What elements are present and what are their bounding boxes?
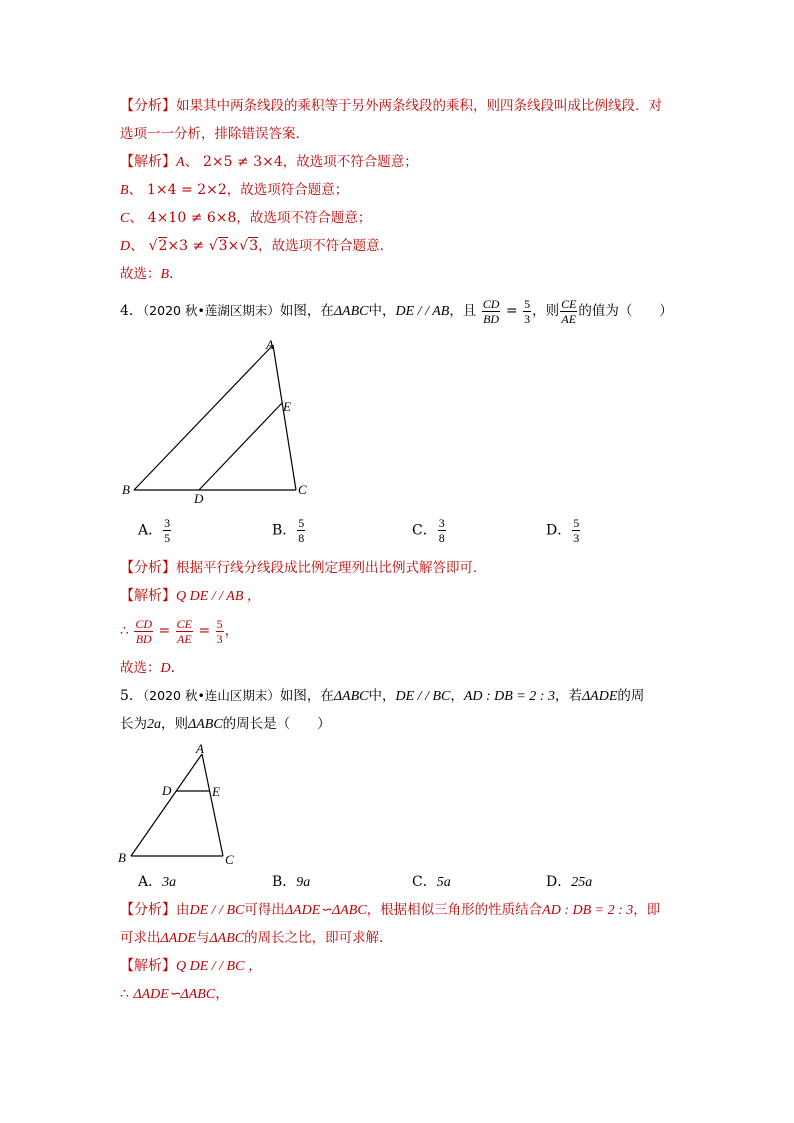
question-source: （2020 秋•莲湖区期末）: [142, 303, 280, 318]
question-4-figure: [118, 335, 318, 505]
label-c: C: [225, 852, 234, 867]
punct: ．: [170, 660, 185, 676]
question-4-analysis: [120, 558, 487, 578]
choice-value: 3a: [162, 875, 177, 890]
therefore-sign: ∴: [120, 623, 134, 639]
fraction: $\frac{CD}{BD}$: [135, 616, 153, 646]
option-math: 、 4×10 ≠ 6×8: [129, 210, 237, 226]
analysis-text: ，即: [633, 902, 661, 918]
analysis-text: 可得出: [244, 902, 285, 918]
sqrt-radicand: 3: [218, 238, 228, 254]
question-5-analysis-2: [120, 928, 393, 949]
question-number: 4．: [120, 303, 143, 319]
choice-letter: A．: [138, 874, 163, 890]
solution-math: Q DE / / AB ，: [176, 589, 261, 604]
solution-math: Q DE / / BC ，: [176, 959, 262, 974]
stem-text: 如图，在: [279, 688, 334, 704]
math: DE / / AB: [395, 304, 450, 319]
label-a: A: [196, 741, 204, 756]
analysis-text: 与: [195, 930, 210, 946]
stem-text: 的值为（ ）: [578, 303, 673, 319]
option-text: ，故选项不符合题意；: [236, 210, 372, 226]
analysis-tag: 【分析】: [120, 98, 176, 114]
choice-a[interactable]: [138, 516, 172, 545]
choice-letter: C．: [412, 874, 437, 890]
question-4-answer: [120, 658, 185, 679]
option-letter: A: [176, 155, 185, 170]
question-4-solution-1: [120, 586, 261, 607]
answer-value: B: [160, 267, 170, 282]
option-letter: B: [120, 183, 129, 198]
math: ΔADE: [581, 689, 618, 704]
fraction: $\frac{5}{8}$: [298, 516, 305, 545]
solution-tag: 【解析】: [120, 958, 176, 974]
answer-value: D: [160, 661, 171, 676]
analysis-text: 如果其中两条线段的乘积等于另外两条线段的乘积，则四条线段叫成比例线段．对: [176, 98, 662, 114]
stem-text: ，则: [161, 716, 188, 732]
solution-tag: 【解析】: [120, 588, 176, 604]
choice-letter: B．: [272, 522, 297, 539]
math: ΔABC: [188, 717, 223, 732]
analysis-line-2: [120, 124, 309, 144]
analysis-tag: 【分析】: [120, 560, 176, 576]
option-math: 、: [130, 238, 149, 254]
stem-text: ，若: [554, 688, 582, 704]
stem-text: ，则: [532, 303, 560, 319]
option-math: ×3 ≠: [167, 238, 209, 254]
solution-option-c: [120, 208, 371, 229]
stem-text: ，且: [449, 303, 477, 319]
question-5-stem-2: [120, 714, 331, 735]
option-math: ×: [227, 238, 240, 254]
choice-value: 9a: [296, 875, 311, 890]
sqrt-radicand: 3: [249, 238, 259, 254]
choice-d[interactable]: [546, 872, 592, 893]
label-e: E: [212, 784, 220, 799]
stem-text: 的周: [617, 688, 645, 704]
segment-ac: [273, 345, 296, 490]
choice-value: 25a: [571, 875, 593, 890]
label-c: C: [298, 482, 307, 497]
fraction: $\frac{CE}{AE}$: [561, 296, 577, 326]
solution-option-d: D、 √2×3 ≠ √3×√3，故选项不符合题意．: [120, 238, 394, 254]
analysis-math: ΔADE: [160, 931, 196, 946]
stem-text: ，: [450, 688, 464, 704]
analysis-text: 由: [176, 902, 190, 918]
choice-letter: C．: [412, 522, 437, 539]
question-4-stem: [120, 296, 673, 326]
math: ΔABC: [333, 304, 369, 319]
segment-ac: [202, 754, 223, 856]
stem-text: 的周长是（ ）: [222, 716, 331, 732]
label-b: B: [122, 482, 130, 497]
option-text: ，故选项符合题意；: [226, 182, 349, 198]
punct: ，: [224, 623, 239, 639]
segment-ab: [134, 345, 273, 490]
analysis-text-cont: 选项一一分析，排除错误答案．: [120, 126, 309, 142]
answer-label: 故选：: [120, 266, 161, 282]
option-letter: C: [120, 211, 130, 226]
option-text: ，故选项不符合题意；: [282, 154, 418, 170]
question-source: （2020 秋•连山区期末）: [142, 688, 280, 703]
math: =: [194, 623, 215, 639]
option-letter: D: [120, 239, 131, 254]
analysis-tag: 【分析】: [120, 902, 176, 918]
label-d: D: [162, 783, 172, 798]
fraction: $\frac{5}{3}$: [216, 616, 223, 646]
fraction: $\frac{CD}{BD}$: [482, 296, 500, 326]
math: ΔABC: [333, 689, 369, 704]
analysis-text: 根据平行线分线段成比例定理列出比例式解答即可．: [176, 560, 487, 576]
fraction: $\frac{3}{8}$: [438, 516, 445, 545]
choice-d[interactable]: [546, 516, 581, 545]
solution-math: ΔADE∽ΔABC: [133, 987, 216, 1002]
solution-option-b: [120, 180, 348, 201]
stem-text: 中，: [368, 688, 396, 704]
label-d: D: [194, 491, 204, 505]
answer-line: [120, 264, 183, 285]
analysis-text: 的周长之比，即可求解．: [244, 930, 393, 946]
answer-label: 故选：: [120, 660, 161, 676]
therefore-sign: ∴: [120, 986, 134, 1002]
choice-c[interactable]: [412, 872, 451, 893]
question-4-solution-2: [120, 614, 239, 648]
analysis-text: ，根据相似三角形的性质结合: [366, 902, 543, 918]
choice-b[interactable]: [272, 516, 306, 545]
question-5-solution-2: [120, 984, 229, 1005]
question-5-stem-1: [120, 686, 644, 707]
analysis-math: ΔADE∽ΔABC: [284, 903, 367, 918]
math: AD : DB = 2 : 3: [463, 689, 555, 704]
question-5-solution-1: [120, 956, 262, 977]
choice-c[interactable]: [412, 516, 447, 545]
analysis-line-1: [120, 96, 662, 116]
label-e: E: [283, 399, 291, 414]
solution-option-a: [120, 152, 418, 173]
choice-value: 5a: [436, 875, 451, 890]
choice-a[interactable]: [138, 872, 176, 893]
stem-text: 长为: [120, 716, 147, 732]
label-a: A: [266, 337, 274, 352]
fraction: $\frac{CE}{AE}$: [176, 616, 193, 646]
fraction: $\frac{5}{3}$: [524, 296, 531, 326]
option-text: ，故选项不符合题意．: [258, 238, 394, 254]
fraction: $\frac{5}{3}$: [573, 516, 580, 545]
punct: ．: [169, 266, 184, 282]
math: DE / / BC: [395, 689, 451, 704]
question-5-figure: [116, 740, 246, 870]
solution-tag: 【解析】: [120, 154, 176, 170]
option-math: 、 2×5 ≠ 3×4: [184, 154, 283, 170]
analysis-text: 可求出: [120, 930, 161, 946]
segment-ab: [131, 754, 202, 856]
analysis-math: ΔABC: [209, 931, 245, 946]
choice-letter: A．: [138, 522, 163, 539]
question-5-analysis-1: [120, 900, 660, 921]
stem-text: 如图，在: [279, 303, 334, 319]
analysis-math: AD : DB = 2 : 3: [542, 903, 634, 918]
analysis-math: DE / / BC: [189, 903, 245, 918]
punct: ，: [215, 986, 230, 1002]
choice-letter: D．: [546, 522, 572, 539]
segment-de: [199, 403, 282, 490]
choice-letter: B．: [272, 874, 297, 890]
label-b: B: [118, 850, 126, 865]
sqrt-radicand: 2: [158, 238, 168, 254]
option-math: 、 1×4 = 2×2: [128, 182, 227, 198]
math: =: [501, 303, 523, 319]
math: 2a: [147, 717, 161, 732]
choice-b[interactable]: [272, 872, 310, 893]
question-number: 5．: [120, 688, 143, 704]
choice-letter: D．: [546, 874, 572, 890]
fraction: $\frac{3}{5}$: [164, 516, 171, 545]
math: =: [154, 623, 175, 639]
stem-text: 中，: [368, 303, 396, 319]
